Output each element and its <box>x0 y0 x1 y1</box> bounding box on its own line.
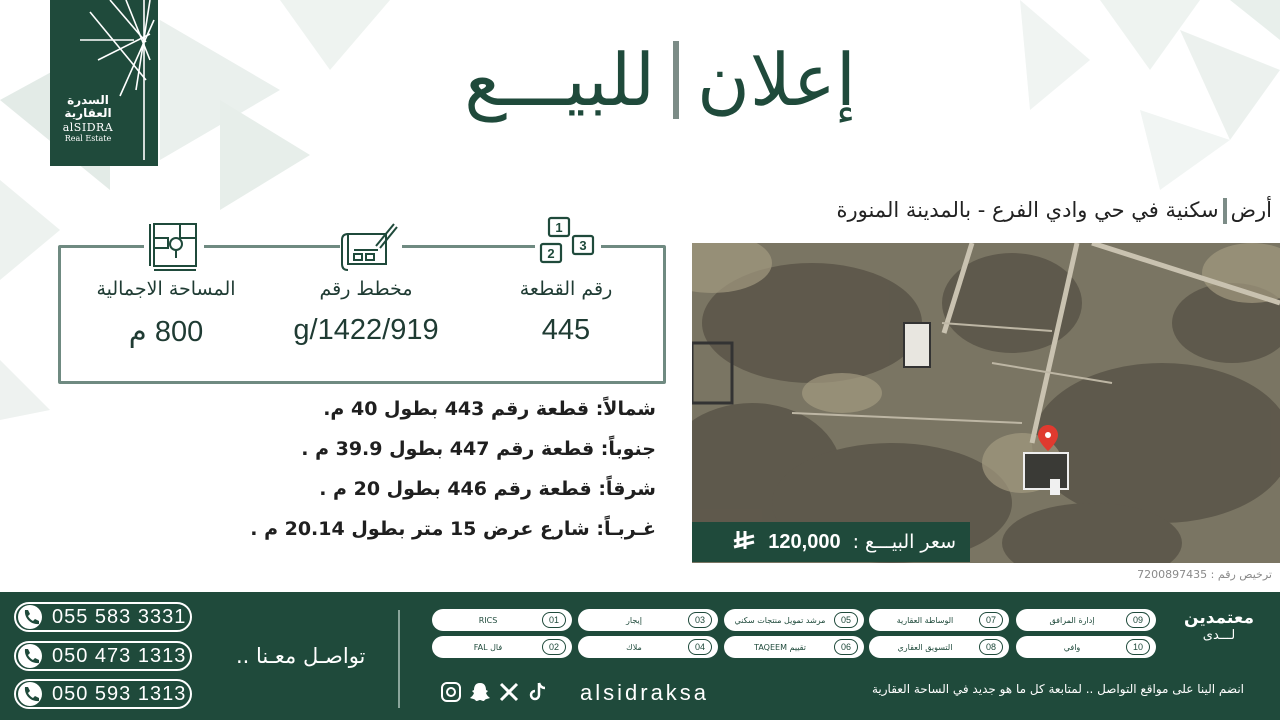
badge-02: 02 فال FAL <box>432 636 572 658</box>
footer-divider <box>398 610 400 708</box>
total-area-label: المساحة الاجمالية <box>96 278 236 300</box>
total-area-value: 800 م <box>128 316 204 348</box>
phone-number-1: 055 583 3331 <box>52 605 187 628</box>
footer <box>0 592 1280 720</box>
boundaries-list <box>136 395 656 555</box>
phone-icon <box>18 682 42 706</box>
title-word-ad: إعلان <box>697 38 856 122</box>
join-us-text: انضم الينا على مواقع التواصل .. لمتابعة كل ما هو جديد في الساحة العقارية <box>871 682 1244 696</box>
numbered-squares-icon <box>535 214 601 266</box>
badge-03: 03 إيجار <box>578 609 718 631</box>
snapchat-icon[interactable] <box>469 681 491 703</box>
badge-08: 08 التسويق العقاري <box>869 636 1009 658</box>
title-word-sale: للبيـــع <box>464 38 656 122</box>
plot-number-block <box>471 278 661 347</box>
satellite-image <box>692 243 1280 563</box>
x-icon[interactable] <box>498 681 520 703</box>
phone-icon <box>18 605 42 629</box>
company-logo <box>50 0 158 166</box>
page-title <box>400 30 920 130</box>
scheme-number-block <box>271 278 461 347</box>
total-area-block <box>71 278 261 349</box>
badge-05: 05 مرشد تمويل منتجات سكني <box>724 609 864 631</box>
svg-text:1: 1 <box>555 220 563 235</box>
satellite-map[interactable] <box>692 243 1280 563</box>
phone-button-2[interactable] <box>14 641 192 671</box>
tiktok-icon[interactable] <box>527 681 549 703</box>
logo-english-subtext: Real Estate <box>64 134 112 143</box>
accredited-label: معتمدين لـــدى <box>1184 608 1254 643</box>
scheme-number-value: 919/g/1422 <box>293 314 439 346</box>
scheme-number-label: مخطط رقم <box>319 278 413 300</box>
contact-us-label: تواصـل معـنا .. <box>236 644 366 668</box>
badge-01: 01 RICS <box>432 609 572 631</box>
svg-text:2: 2 <box>547 246 555 261</box>
riyal-currency-icon <box>732 529 756 556</box>
property-headline <box>712 198 1272 224</box>
headline-divider <box>1223 198 1227 224</box>
boundary-north: شمالاً: قطعة رقم 443 بطول 40 م. <box>323 398 656 420</box>
phone-number-3: 050 593 1313 <box>52 682 187 705</box>
badge-09: 09 إدارة المرافق <box>1016 609 1156 631</box>
headline-description: سكنية في حي وادي الفرع - بالمدينة المنورة <box>836 198 1219 222</box>
plot-number-value: 445 <box>541 314 591 346</box>
price-value: 120,000 <box>768 530 841 553</box>
instagram-icon[interactable] <box>440 681 462 703</box>
license-number: ترخيص رقم : 7200897435 <box>1137 568 1272 581</box>
badge-06: 06 تقييم TAQEEM <box>724 636 864 658</box>
badge-07: 07 الوساطة العقارية <box>869 609 1009 631</box>
headline-type: أرض <box>1230 198 1272 222</box>
boundary-east: شرقاً: قطعة رقم 446 بطول 20 م . <box>319 478 656 500</box>
title-divider <box>673 41 679 119</box>
phone-button-1[interactable] <box>14 602 192 632</box>
svg-text:3: 3 <box>579 238 587 253</box>
phone-icon <box>18 644 42 668</box>
price-label: سعر البيـــع : <box>852 531 956 553</box>
social-icons <box>440 681 549 703</box>
plot-number-label: رقم القطعة <box>519 278 613 300</box>
phone-number-2: 050 473 1313 <box>52 644 187 667</box>
social-handle[interactable]: alsidraksa <box>580 680 710 705</box>
boundary-south: جنوباً: قطعة رقم 447 بطول 39.9 م . <box>301 438 656 460</box>
boundary-west: غـربـاً: شارع عرض 15 متر بطول 20.14 م . <box>250 518 656 540</box>
price-box <box>692 522 970 562</box>
logo-english-text: alSIDRA <box>62 121 114 134</box>
badge-04: 04 ملاك <box>578 636 718 658</box>
map-area-icon <box>144 218 204 272</box>
logo-arabic-text: السدرة العقارية <box>64 93 112 120</box>
blueprint-icon <box>340 220 402 272</box>
badge-10: 10 وافي <box>1016 636 1156 658</box>
phone-button-3[interactable] <box>14 679 192 709</box>
